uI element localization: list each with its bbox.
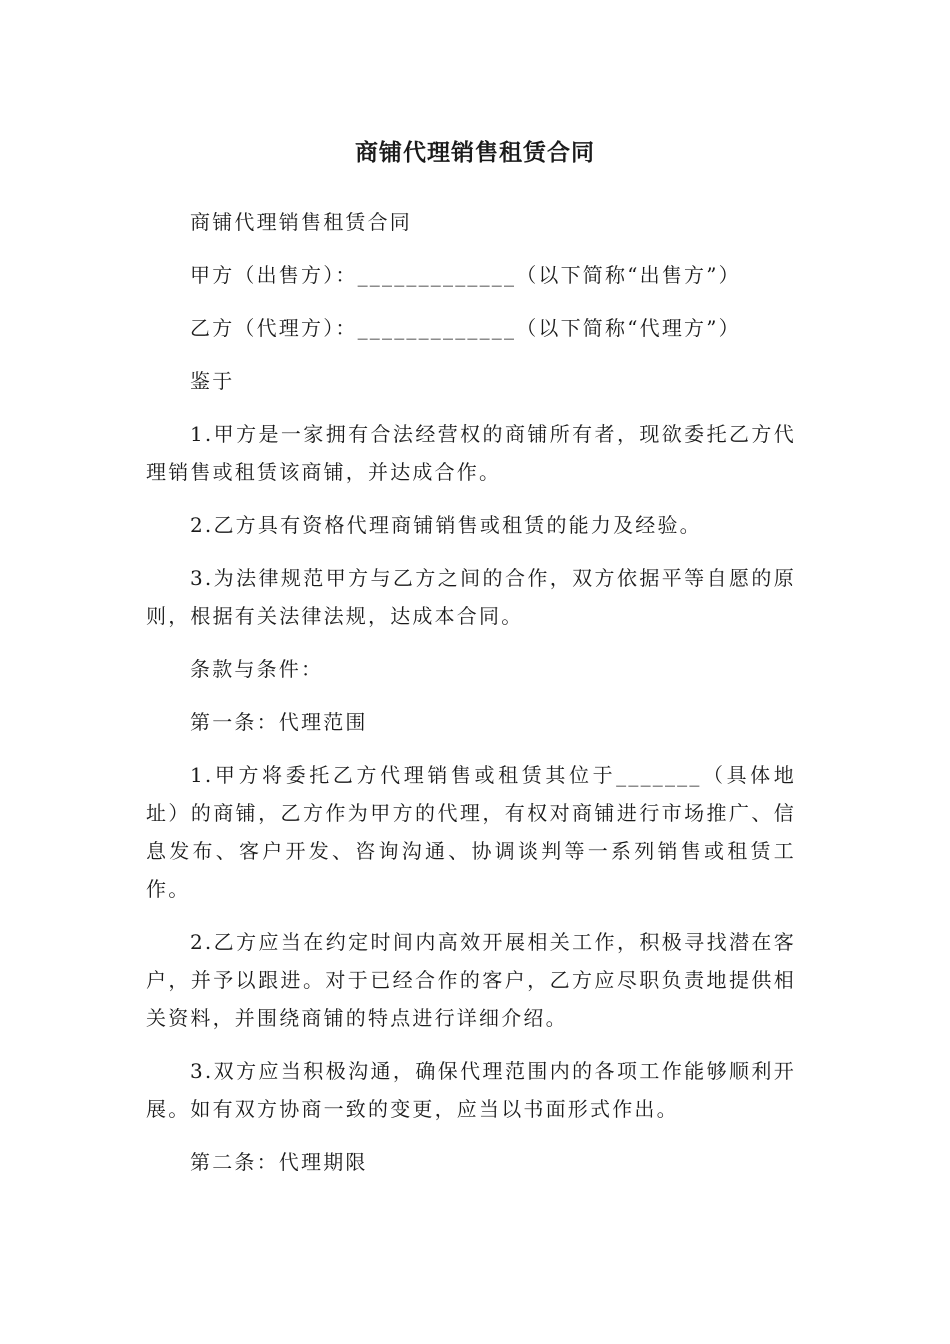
body-paragraph-heading: 商铺代理销售租赁合同 [190, 210, 412, 234]
article-1-clause-2: 2.乙方应当在约定时间内高效开展相关工作，积极寻找潜在客户，并予以跟进。对于已经合作的客户，乙方应尽职负责地提供相关资料，并围绕商铺的特点进行详细介绍。 [146, 930, 796, 1030]
party-b-line: 乙方（代理方）：_____________（以下简称“代理方”） [190, 316, 741, 340]
whereas-item-1: 1.甲方是一家拥有合法经营权的商铺所有者，现欲委托乙方代理销售或租赁该商铺，并达成合作。 [146, 422, 796, 484]
whereas-heading: 鉴于 [190, 369, 235, 393]
whereas-item-2: 2.乙方具有资格代理商铺销售或租赁的能力及经验。 [190, 513, 702, 537]
article-1-clause-3: 3.双方应当积极沟通，确保代理范围内的各项工作能够顺利开展。如有双方协商一致的变更，应当以书面形式作出。 [146, 1059, 796, 1121]
article-1-clause-1: 1.甲方将委托乙方代理销售或租赁其位于_______（具体地址）的商铺，乙方作为甲方的代理，有权对商铺进行市场推广、信息发布、客户开发、咨询沟通、协调谈判等一系列销售或租赁工作。 [146, 763, 796, 901]
whereas-item-3: 3.为法律规范甲方与乙方之间的合作，双方依据平等自愿的原则，根据有关法律法规，达成本合同。 [146, 566, 796, 628]
party-a-line: 甲方（出售方）：_____________（以下简称“出售方”） [190, 263, 741, 287]
document-title: 商铺代理销售租赁合同 [355, 140, 595, 166]
article-1-heading: 第一条：代理范围 [190, 710, 368, 734]
terms-heading: 条款与条件： [190, 657, 324, 681]
article-2-heading: 第二条：代理期限 [190, 1150, 368, 1174]
document-body [146, 203, 796, 1196]
